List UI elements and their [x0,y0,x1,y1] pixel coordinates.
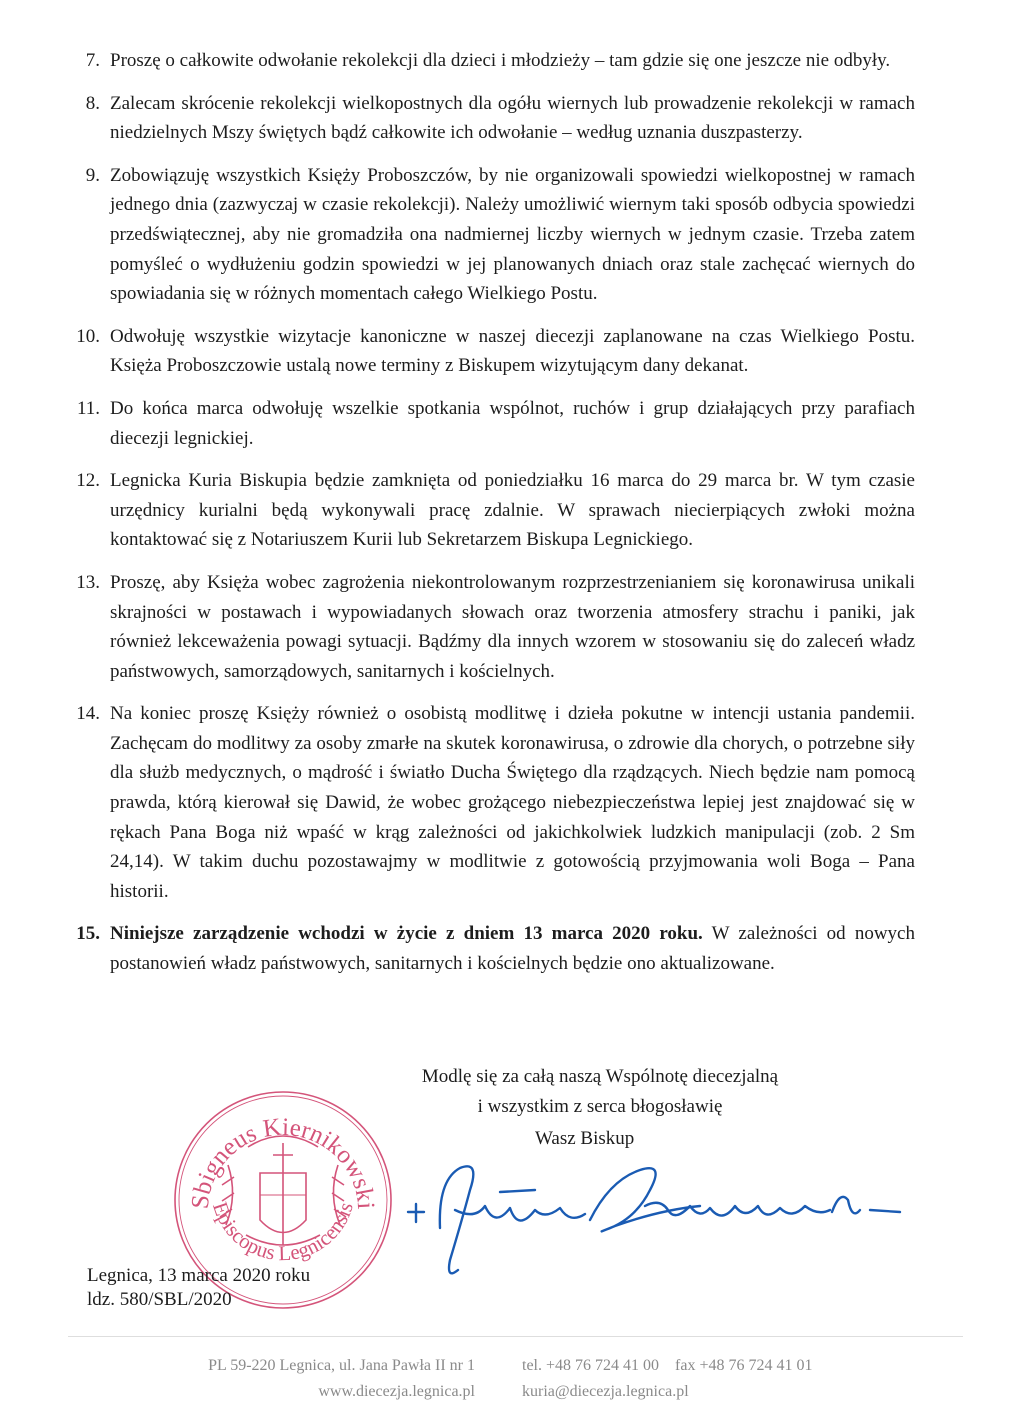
list-item [70,394,915,453]
footer-contact-block [522,1353,842,1405]
item-number: 11. [76,397,100,419]
place-date: Legnica, 13 marca 2020 roku [87,1265,311,1286]
closing-blessing [390,1062,810,1122]
footer-phone-fax: tel. +48 76 724 41 00 fax +48 76 724 41 01 [522,1357,813,1374]
item-number: 15. [76,923,100,945]
item-number: 8. [85,92,100,114]
place-and-reference [87,1264,310,1312]
effective-date-statement: Niniejsze zarządzenie wchodzi w życie z dniem 13 marca 2020 roku. [110,923,703,945]
footer-address-block [165,1353,475,1405]
item-text-rest: W zależności od nowych postanowień władz państwowych, sanitarnych i kościelnych będzie ono aktualizowane. [110,923,915,975]
signoff: Wasz Biskup [535,1128,635,1149]
item-text: Proszę o całkowite odwołanie rekolekcji dla dzieci i młodzieży – tam gdzie się one jeszcze nie odbyły. [110,50,891,71]
item-text: Odwołuję wszystkie wizytacje kanoniczne w naszej diecezji zaplanowane na czas Wielkiego Postu. Księża Proboszczowie ustalą nowe terminy z Biskupem wizytującym dany dekanat. [110,325,915,377]
footer-divider [68,1336,963,1337]
item-text: Na koniec proszę Księży również o osobistą modlitwę i dzieła pokutne w intencji ustania pandemii. Zachęcam do modlitwy za osoby zmarłe na skutek koronawirusa, o zdrowie dla chorych, o potrzebne siły dla służb medycznych, o mądrość i światło Ducha Świętego dla rządzących. Niech będzie nam pomocą prawda, którą kierował się Dawid, że wobec grożącego niebezpieczeństwa lepiej jest znajdować się w rękach Pana Boga niż wpaść w krąg zależności od jakichkolwiek ludzkich manipulacji (zob. 2 Sm 24,14). W takim duchu pozostawajmy w modlitwie z gotowością przyjmowania woli Boga – Pana historii. [110,703,915,902]
reference-number: ldz. 580/SBL/2020 [87,1289,232,1310]
item-text [110,919,915,978]
svg-text:Sbigneus Kiernikowski: Sbigneus Kiernikowski [186,1113,380,1211]
item-number: 9. [85,164,100,186]
item-text: Do końca marca odwołuję wszelkie spotkania wspólnot, ruchów i grup działających przy parafiach diecezji legnickiej. [110,397,915,449]
item-text: Zalecam skrócenie rekolekcji wielkopostnych dla ogółu wiernych lub prowadzenie rekolekcji w ramach niedzielnych Mszy świętych bądź całkowite ich odwołanie – według uznania duszpasterzy. [110,92,915,144]
ordinance-list [70,46,915,979]
item-number: 13. [76,571,100,593]
list-item [70,322,915,381]
item-number: 10. [76,325,100,347]
item-number: 12. [76,470,100,492]
footer-address: PL 59-220 Legnica, ul. Jana Pawła II nr 1 [208,1357,475,1374]
list-item [70,46,915,76]
item-text: Proszę, aby Księża wobec zagrożenia niekontrolowanym rozprzestrzenianiem się koronawirusa unikali skrajności w postawach i wypowiadanych słowach oraz tworzenia atmosfery strachu i paniki, jak również lekceważenia powagi sytuacji. Bądźmy dla innych wzorem w stosowaniu się do zaleceń władz państwowych, samorządowych, sanitarnych i kościelnych. [110,571,915,682]
closing-line: Modlę się za całą naszą Wspólnotę diecezjalną [421,1066,779,1087]
item-number: 7. [85,50,100,71]
handwritten-signature-icon [400,1140,910,1290]
list-item-final [70,919,915,978]
item-number: 14. [76,703,100,725]
item-text: Zobowiązuję wszystkich Księży Proboszczów, by nie organizowali spowiedzi wielkopostnej w ramach jednego dnia (zazwyczaj w czasie rekolekcji). Należy umożliwić wiernym taki sposób odbycia spowiedzi przedświątecznej, aby nie gromadziła ona nadmiernej liczby wiernych w jednym czasie. Trzeba zatem pomyśleć o wydłużeniu godzin spowiedzi w jej planowanych dniach oraz stale zachęcać wiernych do spowiadania się w różnych momentach całego Wielkiego Postu. [110,164,915,305]
list-item [70,89,915,148]
list-item [70,699,915,906]
svg-text:Episcopus Legnicensis: Episcopus Legnicensis [207,1198,358,1266]
list-item [70,466,915,555]
footer-email[interactable]: kuria@diecezja.legnica.pl [522,1383,689,1400]
closing-line: i wszystkim z serca błogosławię [477,1096,723,1117]
item-text: Legnicka Kuria Biskupia będzie zamknięta od poniedziałku 16 marca do 29 marca br. W tym czasie urzędnicy kurialni będą wykonywali pracę zdalnie. W sprawach niecierpiących zwłoki można kontaktować się z Notariuszem Kurii lub Sekretarzem Biskupa Legnickiego. [110,470,915,551]
list-item [70,161,915,309]
list-item [70,568,915,686]
footer-website[interactable]: www.diecezja.legnica.pl [318,1383,475,1400]
